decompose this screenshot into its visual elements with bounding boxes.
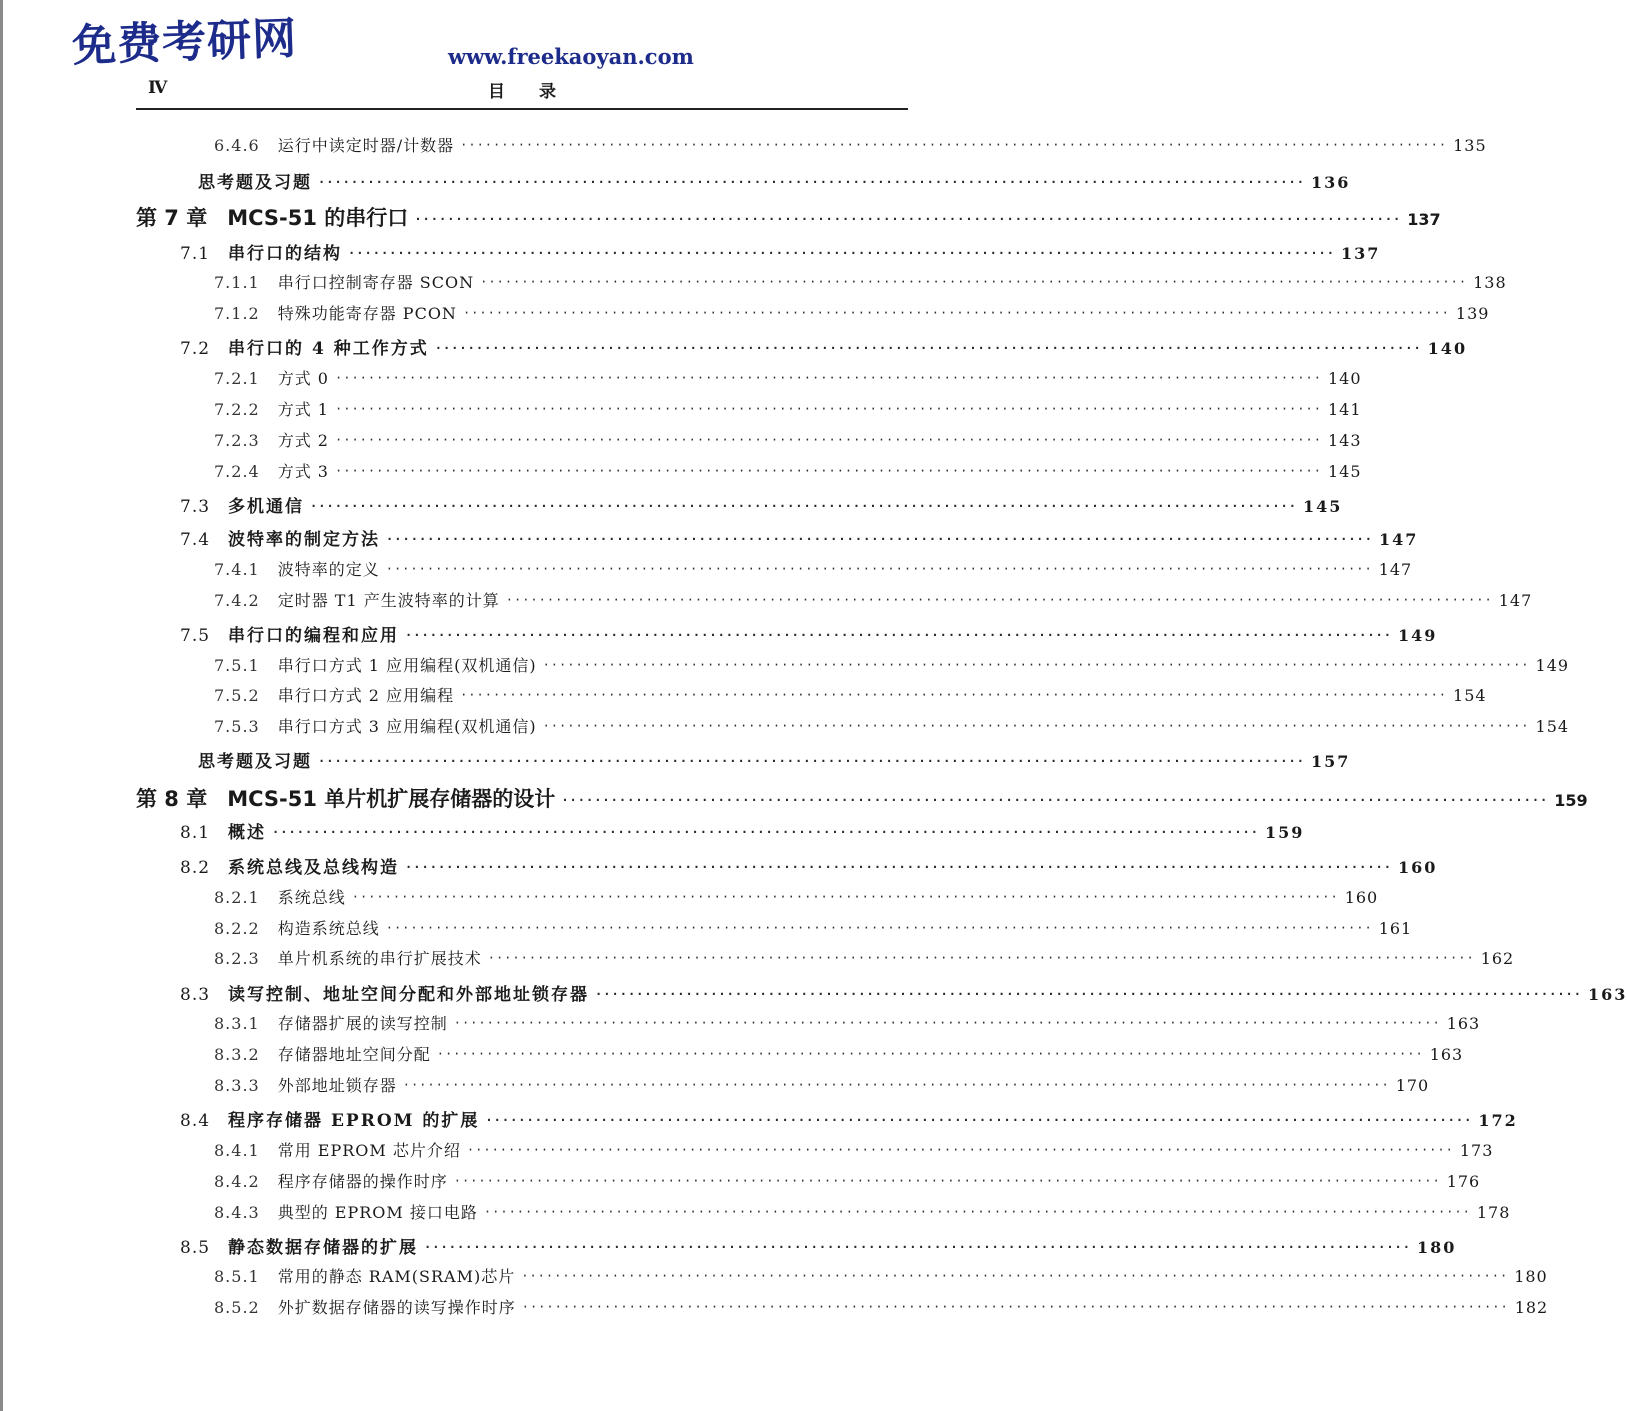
toc-entry[interactable] <box>214 683 1487 709</box>
toc-leader-dots: ························································································································ <box>335 464 1322 478</box>
toc-entry-number: 8.2.3 <box>214 949 260 968</box>
toc-entry-number: 7.2.4 <box>214 462 260 481</box>
toc-entry-title: 外扩数据存储器的读写操作时序 <box>277 1298 516 1317</box>
toc-entry-number: 7.1 <box>180 244 211 264</box>
toc-entry[interactable] <box>180 525 1419 551</box>
toc-leader-dots: ························································································································ <box>318 175 1305 189</box>
toc-entry[interactable] <box>214 270 1507 296</box>
toc-leader-dots: ························································································································ <box>462 306 1450 320</box>
toc-entry-number: 7.4.1 <box>214 560 260 579</box>
toc-leader-dots: ························································································································ <box>453 1016 1441 1030</box>
toc-entry[interactable] <box>214 1295 1549 1321</box>
toc-entry[interactable] <box>214 301 1490 327</box>
toc-leader-dots: ························································································································ <box>272 825 1259 839</box>
toc-entry-title: 程序存储器 EPROM 的扩展 <box>228 1111 480 1131</box>
toc-entry[interactable] <box>214 459 1362 485</box>
toc-entry-number: 7.5 <box>180 626 211 646</box>
toc-entry[interactable] <box>180 853 1438 879</box>
toc-entry[interactable] <box>214 885 1379 911</box>
toc-entry-page: 170 <box>1395 1076 1430 1095</box>
toc-entry-page: 137 <box>1407 210 1441 229</box>
toc-entry-number: 7.3 <box>180 497 211 517</box>
toc-entry[interactable] <box>214 1138 1494 1164</box>
toc-entry-page: 138 <box>1473 273 1507 292</box>
toc-entry-page: 149 <box>1535 656 1570 675</box>
toc-leader-dots: ························································································································ <box>561 793 1549 807</box>
toc-entry-page: 182 <box>1514 1298 1549 1317</box>
toc-entry[interactable] <box>180 1106 1518 1132</box>
toc-entry[interactable] <box>214 946 1515 972</box>
toc-entry-title: 运行中读定时器/计数器 <box>277 136 455 155</box>
toc-leader-dots: ························································································································ <box>414 212 1402 226</box>
toc-entry-title: 系统总线 <box>277 888 346 907</box>
toc-entry[interactable] <box>214 1011 1481 1037</box>
toc-leader-dots: ························································································································ <box>521 1269 1509 1283</box>
toc-entry-number: 8.3.3 <box>214 1076 260 1095</box>
toc-entry-page: 161 <box>1378 919 1413 938</box>
watermark-url[interactable]: www.freekaoyan.com <box>448 44 694 69</box>
toc-entry-page: 147 <box>1498 591 1533 610</box>
toc-leader-dots: ························································································································ <box>453 1174 1441 1188</box>
toc-entry-number: 7.5.3 <box>214 717 260 736</box>
toc-entry-number: 7.5.2 <box>214 686 260 705</box>
toc-entry-page: 139 <box>1455 304 1490 323</box>
toc-entry-title: 概述 <box>228 823 267 843</box>
toc-entry-number: 7.4 <box>180 530 211 550</box>
toc-entry-number: 8.5.1 <box>214 1267 260 1286</box>
toc-entry-number: 8.2.1 <box>214 888 260 907</box>
toc-entry-number: 8.4.3 <box>214 1203 260 1222</box>
toc-entry-title: 思考题及习题 <box>198 752 312 772</box>
toc-entry[interactable] <box>182 168 1351 194</box>
toc-leader-dots: ························································································································ <box>335 433 1322 447</box>
toc-entry[interactable] <box>180 818 1305 844</box>
toc-entry[interactable] <box>214 1169 1481 1195</box>
toc-leader-dots: ························································································································ <box>318 754 1305 768</box>
toc-entry-title: 方式 3 <box>277 462 329 481</box>
toc-entry-title: 串行口方式 3 应用编程(双机通信) <box>277 717 537 736</box>
toc-leader-dots: ························································································································ <box>402 1078 1390 1092</box>
toc-entry-title: 方式 2 <box>277 431 329 450</box>
toc-entry-number: 7.1.1 <box>214 273 260 292</box>
toc-entry-number: 7.2.1 <box>214 369 260 388</box>
toc-entry[interactable] <box>214 653 1570 679</box>
toc-entry-title: 存储器地址空间分配 <box>277 1045 431 1064</box>
toc-entry-page: 154 <box>1453 686 1487 705</box>
toc-entry-page: 145 <box>1327 462 1362 481</box>
toc-entry[interactable] <box>214 366 1362 392</box>
toc-entry-page: 145 <box>1303 497 1343 516</box>
toc-entry[interactable] <box>214 1200 1511 1226</box>
toc-entry-page: 180 <box>1514 1267 1548 1286</box>
toc-leader-dots: ························································································································ <box>521 1300 1509 1314</box>
toc-entry-page: 162 <box>1480 949 1515 968</box>
toc-leader-dots: ························································································································ <box>595 987 1582 1001</box>
toc-entry-page: 163 <box>1429 1045 1464 1064</box>
toc-entry-title: 常用的静态 RAM(SRAM)芯片 <box>277 1267 516 1286</box>
toc-entry-title: 外部地址锁存器 <box>277 1076 397 1095</box>
page-left-edge <box>0 0 3 1411</box>
toc-leader-dots: ························································································································ <box>487 951 1475 965</box>
toc-leader-dots: ························································································································ <box>434 341 1422 355</box>
toc-leader-dots: ························································································································ <box>542 719 1530 733</box>
header-rule <box>136 108 908 110</box>
toc-entry-title: 常用 EPROM 芯片介绍 <box>277 1141 461 1160</box>
toc-entry-title: 串行口的结构 <box>228 244 343 264</box>
toc-entry-number: 8.4 <box>180 1111 211 1131</box>
toc-entry-number: 7.4.2 <box>214 591 260 610</box>
toc-entry-title: 系统总线及总线构造 <box>228 858 400 878</box>
toc-entry-title: 串行口方式 2 应用编程 <box>277 686 455 705</box>
toc-entry[interactable] <box>214 557 1413 583</box>
toc-entry-page: 137 <box>1341 244 1381 263</box>
toc-entry-page: 141 <box>1327 400 1362 419</box>
toc-entry[interactable] <box>136 202 1441 232</box>
toc-leader-dots: ························································································································ <box>310 499 1297 513</box>
toc-entry-title: 波特率的定义 <box>277 560 380 579</box>
toc-leader-dots: ························································································································ <box>485 1113 1473 1127</box>
toc-entry-title: 串行口的编程和应用 <box>228 626 400 646</box>
toc-leader-dots: ························································································································ <box>505 593 1493 607</box>
toc-entry-page: 173 <box>1459 1141 1494 1160</box>
toc-entry-title: 串行口方式 1 应用编程(双机通信) <box>277 656 537 675</box>
toc-entry-number: 8.1 <box>180 823 211 843</box>
toc-entry-title: 读写控制、地址空间分配和外部地址锁存器 <box>228 985 590 1005</box>
toc-leader-dots: ························································································································ <box>405 860 1392 874</box>
toc-entry[interactable] <box>214 397 1362 423</box>
toc-entry-page: 147 <box>1378 560 1413 579</box>
toc-entry-title: 构造系统总线 <box>277 919 380 938</box>
toc-entry-number: 7.5.1 <box>214 656 260 675</box>
running-head: 目录 <box>488 82 590 102</box>
toc-entry-page: 140 <box>1327 369 1362 388</box>
toc-entry-title: MCS-51 的串行口 <box>227 206 409 230</box>
toc-entry[interactable] <box>180 621 1438 647</box>
toc-entry-page: 172 <box>1478 1111 1518 1130</box>
toc-entry-page: 160 <box>1398 858 1438 877</box>
toc-entry-number: 8.2 <box>180 858 211 878</box>
toc-entry[interactable] <box>136 783 1588 813</box>
toc-entry-page: 159 <box>1265 823 1305 842</box>
toc-entry-page: 149 <box>1398 626 1438 645</box>
toc-entry-number: 7.1.2 <box>214 304 260 323</box>
toc-entry-number: 8.5.2 <box>214 1298 260 1317</box>
toc-entry-title: 典型的 EPROM 接口电路 <box>277 1203 478 1222</box>
toc-leader-dots: ························································································································ <box>436 1047 1424 1061</box>
toc-entry-number: 7.2.2 <box>214 400 260 419</box>
toc-entry-title: 波特率的制定方法 <box>228 530 381 550</box>
toc-leader-dots: ························································································································ <box>480 275 1468 289</box>
toc-leader-dots: ························································································································ <box>385 562 1373 576</box>
toc-entry-page: 180 <box>1417 1238 1457 1257</box>
toc-entry-title: 思考题及习题 <box>198 173 312 193</box>
toc-entry-page: 147 <box>1379 530 1419 549</box>
toc-entry-page: 178 <box>1476 1203 1511 1222</box>
toc-entry-title: 特殊功能寄存器 PCON <box>277 304 457 323</box>
toc-entry-page: 163 <box>1588 985 1627 1004</box>
page-numeral: Ⅳ <box>148 78 168 98</box>
toc-entry-page: 136 <box>1310 173 1351 192</box>
watermark-logo: 免费考研网 <box>71 13 298 72</box>
toc-entry[interactable] <box>214 1073 1430 1099</box>
toc-entry-number: 8.5 <box>180 1238 211 1258</box>
toc-entry-title: 静态数据存储器的扩展 <box>228 1238 419 1258</box>
toc-entry-number: 8.2.2 <box>214 919 260 938</box>
toc-entry-number: 8.4.2 <box>214 1172 260 1191</box>
toc-entry[interactable] <box>180 239 1381 265</box>
toc-entry[interactable] <box>180 1233 1457 1259</box>
toc-entry-page: 154 <box>1535 717 1570 736</box>
toc-entry-number: 第 7 章 <box>136 206 208 230</box>
toc-entry-number: 8.3.2 <box>214 1045 260 1064</box>
toc-entry[interactable] <box>214 588 1533 614</box>
toc-entry-number: 第 8 章 <box>136 787 208 811</box>
toc-entry[interactable] <box>214 428 1362 454</box>
toc-entry-title: 单片机系统的串行扩展技术 <box>277 949 482 968</box>
toc-entry-page: 140 <box>1427 339 1468 358</box>
toc-leader-dots: ························································································································ <box>386 532 1373 546</box>
toc-entry-page: 157 <box>1310 752 1351 771</box>
toc-entry-number: 7.2.3 <box>214 431 260 450</box>
toc-entry-title: 存储器扩展的读写控制 <box>277 1014 448 1033</box>
toc-entry-page: 176 <box>1446 1172 1481 1191</box>
toc-entry-page: 160 <box>1344 888 1379 907</box>
toc-entry-title: 方式 1 <box>277 400 329 419</box>
toc-entry[interactable] <box>214 916 1413 942</box>
toc-entry-page: 143 <box>1327 431 1362 450</box>
toc-leader-dots: ························································································································ <box>460 138 1448 152</box>
toc-entry-number: 6.4.6 <box>214 136 260 155</box>
toc-leader-dots: ························································································································ <box>335 402 1322 416</box>
toc-entry[interactable] <box>214 1264 1548 1290</box>
toc-entry[interactable] <box>180 334 1468 360</box>
toc-leader-dots: ························································································································ <box>460 688 1448 702</box>
toc-leader-dots: ························································································································ <box>466 1143 1454 1157</box>
toc-entry-title: 方式 0 <box>277 369 329 388</box>
toc-entry-number: 8.3 <box>180 985 211 1005</box>
toc-entry[interactable] <box>214 133 1487 159</box>
toc-entry-title: MCS-51 单片机扩展存储器的设计 <box>227 787 556 811</box>
toc-entry-page: 163 <box>1446 1014 1481 1033</box>
toc-entry-number: 7.2 <box>180 339 211 359</box>
toc-entry[interactable] <box>180 980 1627 1006</box>
toc-entry-title: 串行口的 4 种工作方式 <box>228 339 429 359</box>
toc-leader-dots: ························································································································ <box>335 371 1322 385</box>
toc-leader-dots: ························································································································ <box>483 1205 1471 1219</box>
toc-leader-dots: ························································································································ <box>405 628 1392 642</box>
toc-leader-dots: ························································································································ <box>542 658 1530 672</box>
toc-entry[interactable] <box>214 1042 1464 1068</box>
toc-entry-number: 8.3.1 <box>214 1014 260 1033</box>
toc-entry[interactable] <box>182 747 1351 773</box>
toc-leader-dots: ························································································································ <box>351 890 1339 904</box>
toc-entry[interactable] <box>180 492 1343 518</box>
toc-entry-title: 多机通信 <box>228 497 305 517</box>
toc-entry[interactable] <box>214 714 1570 740</box>
toc-leader-dots: ························································································································ <box>385 921 1373 935</box>
toc-entry-title: 定时器 T1 产生波特率的计算 <box>277 591 500 610</box>
toc-entry-title: 程序存储器的操作时序 <box>277 1172 448 1191</box>
toc-entry-title: 串行口控制寄存器 SCON <box>277 273 475 292</box>
toc-entry-page: 135 <box>1453 136 1487 155</box>
toc-leader-dots: ························································································································ <box>348 246 1335 260</box>
toc-entry-page: 159 <box>1554 791 1588 810</box>
toc-entry-number: 8.4.1 <box>214 1141 260 1160</box>
toc-leader-dots: ························································································································ <box>424 1240 1411 1254</box>
